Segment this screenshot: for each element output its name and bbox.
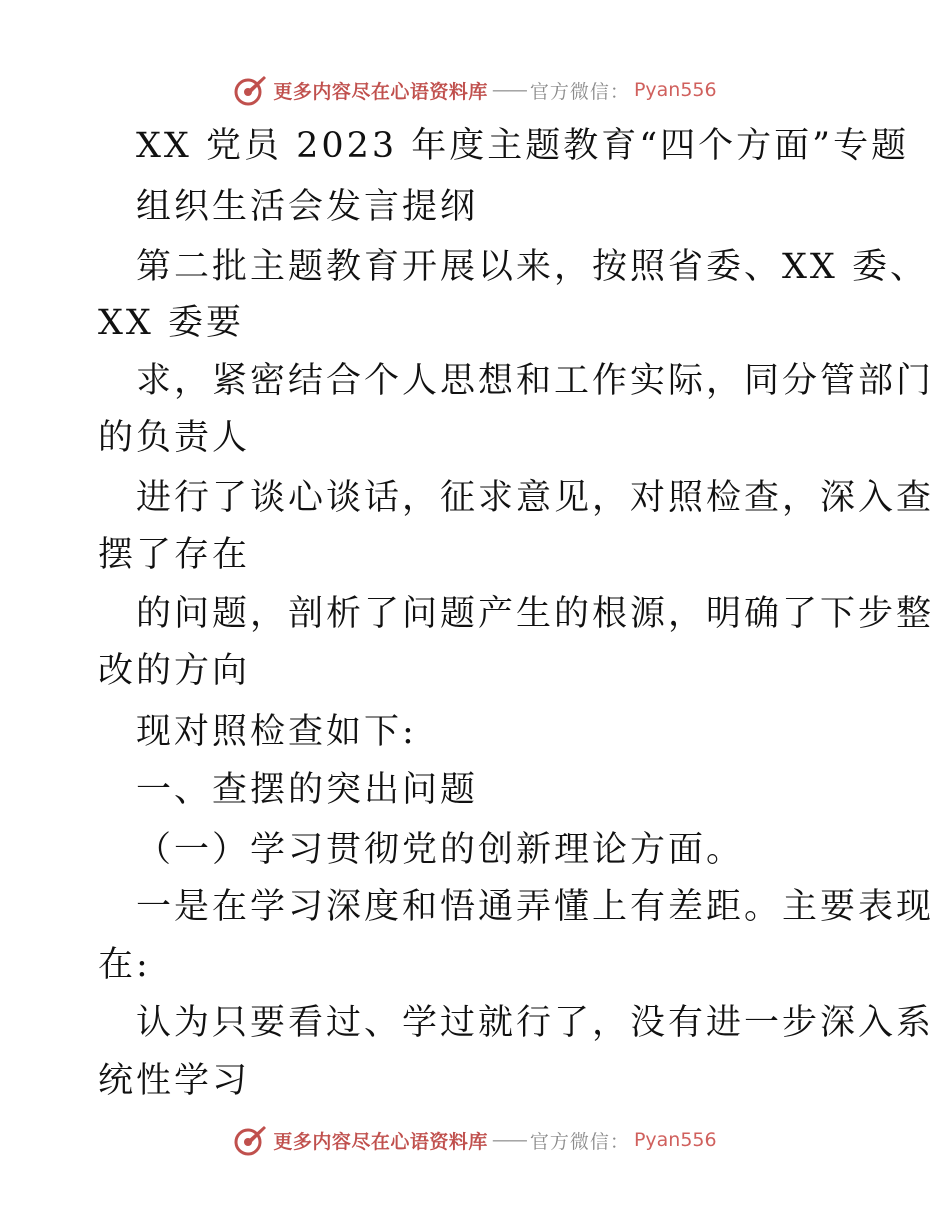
paragraph-line: 的负责人 bbox=[98, 418, 251, 458]
document-title-line-2: 组织生活会发言提纲 bbox=[136, 187, 479, 227]
watermark-wechat-label: 官方微信： bbox=[529, 80, 630, 103]
watermark-main-text: 更多内容尽在心语资料库 bbox=[273, 1130, 488, 1153]
document-title-line-1: XX 党员 2023 年度主题教育“四个方面”专题 bbox=[136, 126, 910, 166]
watermark-wechat-id: Pyan556 bbox=[633, 1129, 717, 1151]
watermark-banner-bottom bbox=[0, 1120, 950, 1160]
paragraph-line: 改的方向 bbox=[98, 651, 251, 691]
watermark-banner-top bbox=[0, 70, 950, 110]
paragraph-line: 进行了谈心谈话，征求意见，对照检查，深入查 bbox=[136, 478, 935, 518]
watermark-dash: —— bbox=[491, 1129, 526, 1151]
paragraph-line: XX 委要 bbox=[98, 303, 244, 343]
quill-seal-icon bbox=[233, 73, 267, 107]
section-heading: 一、查摆的突出问题 bbox=[136, 770, 479, 810]
paragraph-line: 现对照检查如下: bbox=[136, 712, 417, 752]
paragraph-line: 摆了存在 bbox=[98, 535, 251, 575]
subsection-heading: （一）学习贯彻党的创新理论方面。 bbox=[136, 830, 745, 870]
paragraph-line: 在: bbox=[98, 945, 151, 985]
watermark-wechat-label: 官方微信： bbox=[529, 1130, 630, 1153]
paragraph-line: 一是在学习深度和悟通弄懂上有差距。主要表现 bbox=[136, 887, 935, 927]
paragraph-line: 统性学习 bbox=[98, 1061, 251, 1101]
paragraph-line: 求，紧密结合个人思想和工作实际，同分管部门 bbox=[136, 361, 935, 401]
paragraph-line: 认为只要看过、学过就行了，没有进一步深入系 bbox=[136, 1003, 935, 1043]
paragraph-line: 的问题，剖析了问题产生的根源，明确了下步整 bbox=[136, 594, 935, 634]
watermark-main-text: 更多内容尽在心语资料库 bbox=[273, 80, 488, 103]
quill-seal-icon bbox=[233, 1123, 267, 1157]
watermark-dash: —— bbox=[491, 79, 526, 101]
watermark-wechat-id: Pyan556 bbox=[633, 79, 717, 101]
paragraph-line: 第二批主题教育开展以来，按照省委、XX 委、 bbox=[136, 247, 928, 287]
